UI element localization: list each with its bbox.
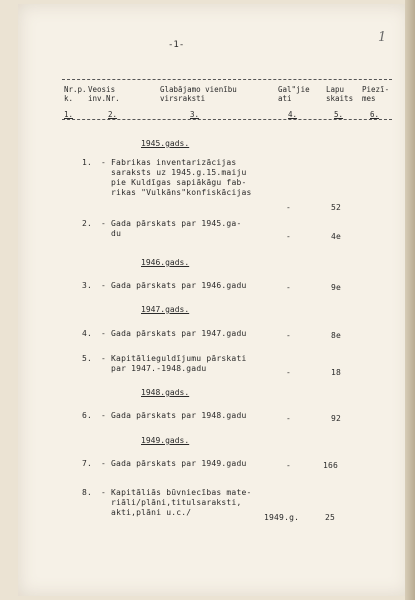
row-4-nr: 4. xyxy=(82,329,93,338)
year-heading-1946: 1946.gads. xyxy=(141,258,190,267)
colnum-1: 1. xyxy=(64,110,74,119)
row-6-date: - xyxy=(286,414,292,423)
row-5-pages: 18 xyxy=(331,368,342,377)
page-number: -1- xyxy=(168,40,185,50)
row-2-pages: 4e xyxy=(331,232,342,241)
row-5-date: - xyxy=(286,368,292,377)
row-7-nr: 7. xyxy=(82,459,93,468)
year-heading-1947: 1947.gads. xyxy=(141,305,190,314)
row-1-nr: 1. xyxy=(82,158,93,167)
row-4-pages: 8e xyxy=(331,331,342,340)
colnum-4: 4. xyxy=(288,110,298,119)
header-col-notes: Piezī- mes xyxy=(362,85,390,103)
row-1-date: - xyxy=(286,203,292,212)
row-4-date: - xyxy=(286,331,292,340)
row-2-date: - xyxy=(286,232,292,241)
row-7-date: - xyxy=(286,461,292,470)
header-col-pages: Lapu skaits xyxy=(326,85,354,103)
header-bottom-rule xyxy=(62,119,392,120)
row-8-nr: 8. xyxy=(82,488,93,497)
header-col-title: Glabājamo vienību virsraksti xyxy=(160,85,237,103)
colnum-3: 3. xyxy=(190,110,200,119)
row-2-nr: 2. xyxy=(82,219,93,228)
header-col-inv: Veosis inv.Nr. xyxy=(88,85,120,103)
row-1-pages: 52 xyxy=(331,203,342,212)
row-3-date: - xyxy=(286,283,292,292)
row-3-title: - Gada pārskats par 1946.gadu xyxy=(101,281,247,290)
corner-mark: 1 xyxy=(378,30,387,45)
row-5-nr: 5. xyxy=(82,354,93,363)
page-edge xyxy=(405,0,415,600)
row-1-title: - Fabrikas inventarizācijas saraksts uz 1945.g.15.maiju pie Kuldīgas sapiākāgu fab- rikas "Vulkāns"konfiskācijas xyxy=(101,158,252,197)
header-top-rule xyxy=(62,79,392,80)
row-7-title: - Gada pārskats par 1949.gadu xyxy=(101,459,247,468)
row-7-pages: 166 xyxy=(323,461,339,470)
header-col-date: Gal"jie ati xyxy=(278,85,310,103)
row-2-title: - Gada pārskats par 1945.ga- du xyxy=(101,219,242,238)
row-6-pages: 92 xyxy=(331,414,342,423)
row-8-date: 1949.g. xyxy=(264,513,300,522)
year-heading-1949: 1949.gads. xyxy=(141,436,190,445)
colnum-6: 6. xyxy=(370,110,380,119)
row-8-pages: 25 xyxy=(325,513,336,522)
year-heading-1948: 1948.gads. xyxy=(141,388,190,397)
row-6-title: - Gada pārskats par 1948.gadu xyxy=(101,411,247,420)
row-4-title: - Gada pārskats par 1947.gadu xyxy=(101,329,247,338)
year-heading-1945: 1945.gads. xyxy=(141,139,190,148)
header-col-nr: Nr.p. k. xyxy=(64,85,87,103)
row-8-title: - Kapitāliās būvniecības mate- riāli/plāni,titulsaraksti, akti,plāni u.c./ xyxy=(101,488,252,517)
row-6-nr: 6. xyxy=(82,411,93,420)
row-3-nr: 3. xyxy=(82,281,93,290)
colnum-5: 5. xyxy=(334,110,344,119)
row-3-pages: 9e xyxy=(331,283,342,292)
row-5-title: - Kapitālieguldījumu pārskati par 1947.-1948.gadu xyxy=(101,354,247,373)
colnum-2: 2. xyxy=(108,110,118,119)
